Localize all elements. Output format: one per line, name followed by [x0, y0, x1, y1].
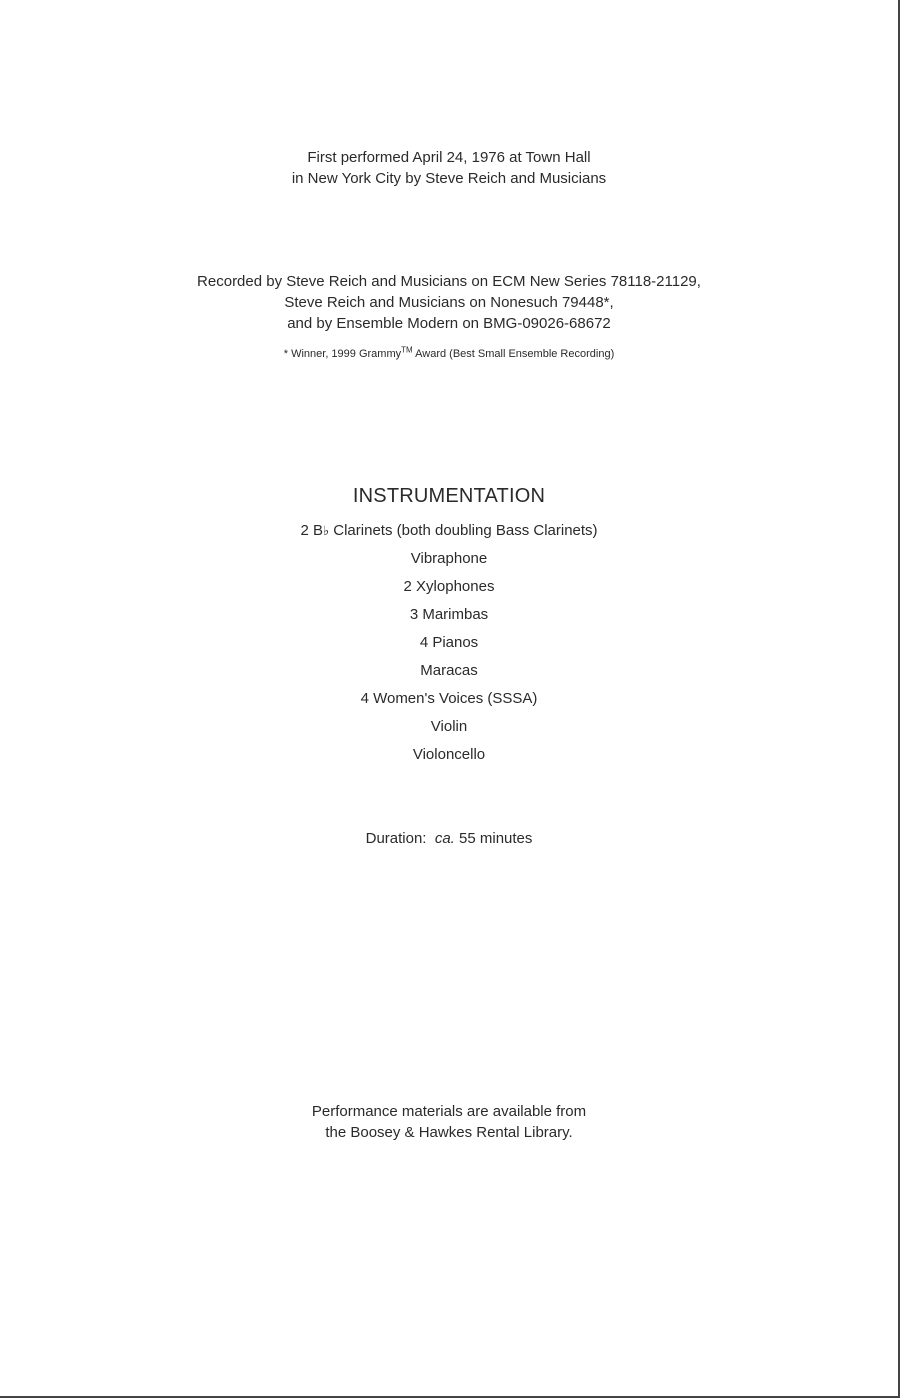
recording-line: Steve Reich and Musicians on Nonesuch 79448*, [284, 294, 614, 311]
premiere-line: First performed April 24, 1976 at Town Hall [307, 149, 591, 166]
recordings-info [0, 271, 898, 334]
instrument-item: 2 Xylophones [403, 578, 495, 595]
premiere-line: in New York City by Steve Reich and Musicians [291, 170, 607, 187]
instrument-item: Violin [430, 718, 468, 735]
premiere-info [0, 147, 898, 189]
recording-line: and by Ensemble Modern on BMG-09026-68672 [287, 315, 611, 332]
clarinet-description: Clarinets (both doubling Bass Clarinets) [329, 522, 598, 539]
instrument-item: Maracas [420, 662, 478, 679]
recording-line: Recorded by Steve Reich and Musicians on ECM New Series 78118-21129, [197, 273, 701, 290]
duration-info [0, 828, 898, 850]
instrument-item: 4 Pianos [419, 634, 479, 651]
materials-line: Performance materials are available from [311, 1103, 587, 1120]
footnote-suffix: Award (Best Small Ensemble Recording) [412, 348, 615, 360]
flat-symbol: ♭ [322, 523, 330, 538]
materials-line: the Boosey & Hawkes Rental Library. [325, 1124, 573, 1141]
instrument-item: Violoncello [412, 746, 486, 763]
footnote-prefix: * Winner, 1999 Grammy [283, 348, 402, 360]
duration-label: Duration: [365, 830, 427, 847]
grammy-footnote [0, 346, 898, 362]
instrumentation-heading: INSTRUMENTATION [352, 485, 546, 507]
instrument-list [0, 519, 898, 771]
materials-note [0, 1101, 898, 1143]
duration-value: 55 minutes [459, 830, 533, 847]
trademark-symbol: TM [401, 345, 413, 355]
instrument-item-clarinets [0, 519, 898, 547]
clarinet-count: 2 B [300, 522, 323, 539]
instrument-item: 4 Women's Voices (SSSA) [360, 690, 538, 707]
instrument-item: Vibraphone [410, 550, 488, 567]
duration-circa: ca. [434, 830, 455, 847]
instrument-item: 3 Marimbas [409, 606, 489, 623]
